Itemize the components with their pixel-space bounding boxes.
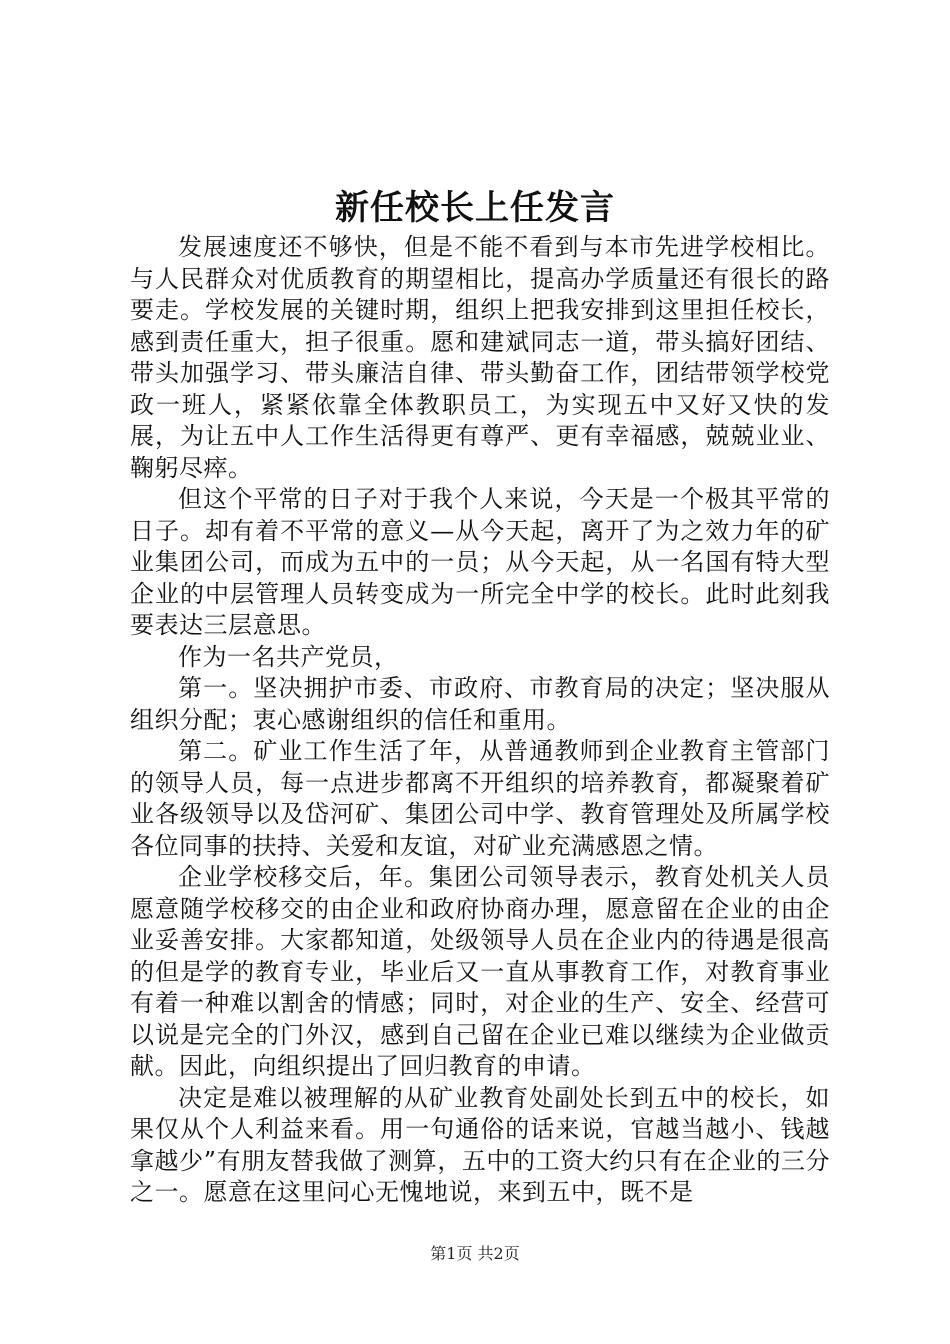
paragraph-7: 决定是难以被理解的从矿业教育处副处长到五中的校长，如果仅从个人利益来看。用一句通俗的话来说，官越当越小、钱越拿越少”有朋友替我做了测算，五中的工资大约只有在企业的三分之一。愿意在这里问心无愧地说，来到五中，既不是	[130, 1083, 830, 1206]
paragraph-1: 发展速度还不够快，但是不能不看到与本市先进学校相比。与人民群众对优质教育的期望相比，提高办学质量还有很长的路要走。学校发展的关键时期，组织上把我安排到这里担任校长，感到责任重大，担子很重。愿和建斌同志一道，带头搞好团结、带头加强学习、带头廉洁自律、带头勤奋工作，团结带领学校党政一班人，紧紧依靠全体教职员工，为实现五中又好又快的发展，为让五中人工作生活得更有尊严、更有幸福感，兢兢业业、鞠躬尽瘁。	[130, 233, 830, 482]
paragraph-2: 但这个平常的日子对于我个人来说，今天是一个极其平常的日子。却有着不平常的意义—从今天起，离开了为之效力年的矿业集团公司，而成为五中的一员；从今天起，从一名国有特大型企业的中层管理人员转变成为一所完全中学的校长。此时此刻我要表达三层意思。	[130, 485, 830, 639]
page-title: 新任校长上任发言	[335, 188, 615, 228]
paragraph-4: 第一。坚决拥护市委、市政府、市教育局的决定；坚决服从组织分配；衷心感谢组织的信任和重用。	[130, 674, 830, 734]
paragraph-6: 企业学校移交后，年。集团公司领导表示，教育处机关人员愿意随学校移交的由企业和政府协商办理，愿意留在企业的由企业妥善安排。大家都知道，处级领导人员在企业内的待遇是很高的但是学的教育专业，毕业后又一直从事教育工作，对教育事业有着一种难以割舍的情感；同时，对企业的生产、安全、经营可以说是完全的门外汉，感到自己留在企业已难以继续为企业做贡献。因此，向组织提出了回归教育的申请。	[130, 863, 830, 1080]
paragraph-3: 作为一名共产党员，	[178, 642, 399, 671]
document-body	[130, 232, 830, 1209]
page-footer: 第1页 共2页	[430, 1244, 520, 1263]
paragraph-5: 第二。矿业工作生活了年，从普通教师到企业教育主管部门的领导人员，每一点进步都离不开组织的培养教育，都凝聚着矿业各级领导以及岱河矿、集团公司中学、教育管理处及所属学校各位同事的扶持、关爱和友谊，对矿业充满感恩之情。	[130, 737, 830, 860]
